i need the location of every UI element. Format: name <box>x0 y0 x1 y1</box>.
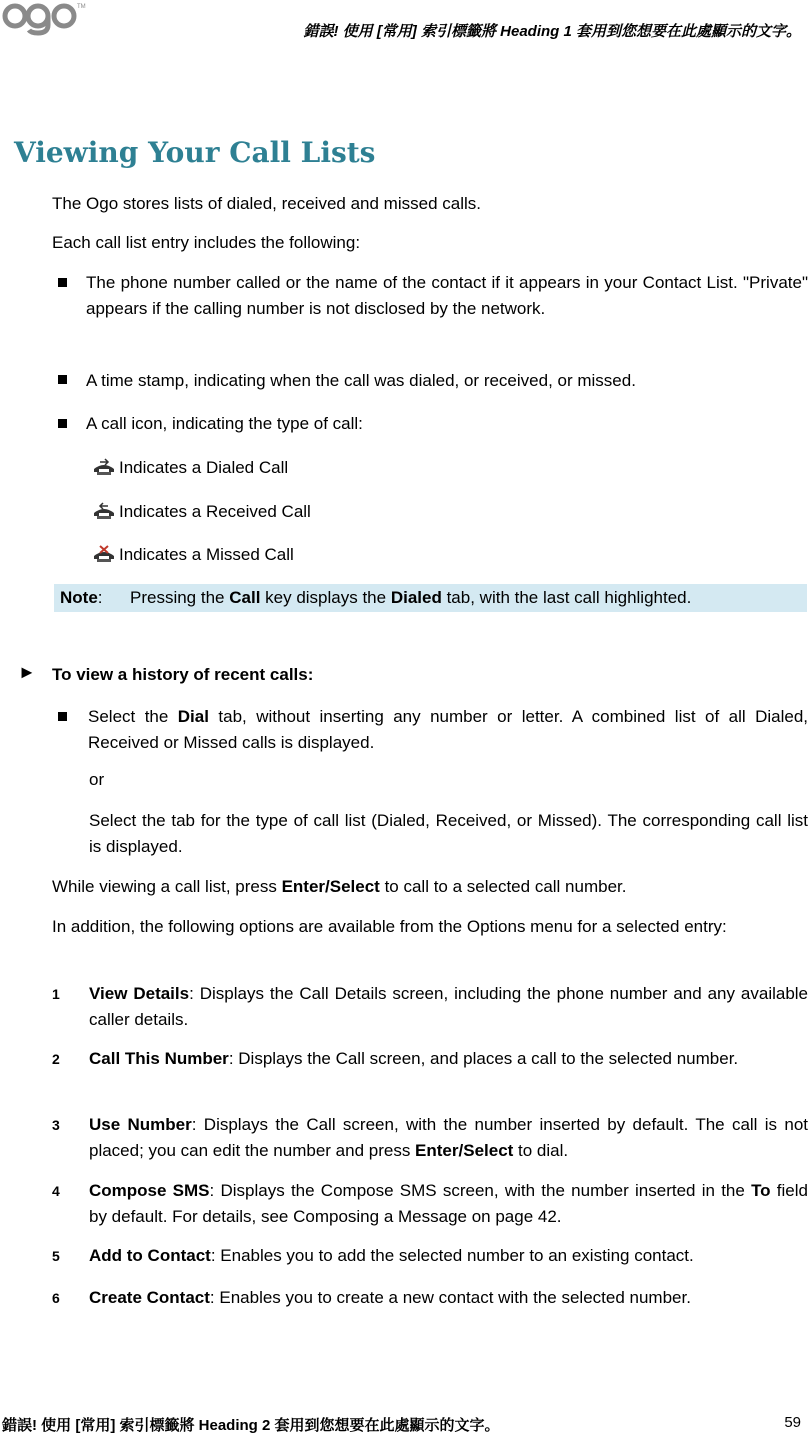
procedure-alternative: Select the tab for the type of call list (Dialed, Received, or Missed). The corresponding call list is displayed. <box>89 811 808 856</box>
ogo-logo <box>0 0 86 36</box>
call-type-label: Indicates a Dialed Call <box>119 458 289 477</box>
note-box <box>54 584 807 612</box>
step-text-2: tab, without inserting any number or letter. A combined list of all Dialed, Received or Missed calls is displayed. <box>88 707 809 752</box>
option-add-to-contact <box>89 1243 808 1269</box>
option-view-details <box>89 981 808 1033</box>
option-desc: : Displays the Call screen, and places a call to the selected number. <box>228 1049 739 1068</box>
option-name: Add to Contact <box>89 1246 211 1265</box>
option-name: Create Contact <box>89 1288 210 1307</box>
option-name: Use Number <box>89 1115 192 1134</box>
procedure-arrow-icon: ► <box>18 662 36 682</box>
option-name: View Details <box>89 984 190 1003</box>
option-number: 5 <box>52 1248 60 1264</box>
option-to-field: To <box>751 1181 771 1200</box>
option-number: 1 <box>52 986 60 1002</box>
step-dial-tab: Dial <box>177 707 209 726</box>
call-type-missed <box>92 542 294 568</box>
procedure-step <box>88 704 808 756</box>
option-desc: : Enables you to create a new contact with the selected number. <box>209 1288 691 1307</box>
option-call-this-number <box>89 1046 808 1072</box>
entry-bullet-1: The phone number called or the name of the contact if it appears in your Contact List. "Private" appears if the calling number is not disclosed by the network. <box>86 273 808 318</box>
bullet-marker <box>58 278 67 287</box>
note-text-1: Pressing the <box>130 588 230 607</box>
note-text-2: key displays the <box>260 588 391 607</box>
entry-bullet-3: A call icon, indicating the type of call: <box>86 414 363 433</box>
step-text-1: Select the <box>88 707 178 726</box>
option-desc: : Displays the Call Details screen, including the phone number and any available caller details. <box>89 984 809 1029</box>
procedure-or: or <box>89 770 105 789</box>
bullet-marker <box>58 419 67 428</box>
call-type-dialed <box>92 455 288 481</box>
bullet-marker <box>58 375 67 384</box>
call-type-received <box>92 499 311 525</box>
option-compose-sms <box>89 1178 808 1230</box>
options-intro: In addition, the following options are available from the Options menu for a selected entry: <box>52 917 727 936</box>
dialed-call-icon <box>92 456 116 476</box>
intro-paragraph-2: Each call list entry includes the following: <box>52 233 361 252</box>
logo-tm: TM <box>77 4 86 10</box>
while-viewing-paragraph <box>52 874 805 900</box>
option-number: 4 <box>52 1183 60 1199</box>
entry-bullet-2: A time stamp, indicating when the call was dialed, or received, or missed. <box>86 371 636 390</box>
option-number: 3 <box>52 1117 60 1133</box>
option-name: Call This Number <box>89 1049 229 1068</box>
note-call-key: Call <box>229 588 261 607</box>
option-create-contact <box>89 1285 808 1311</box>
call-type-label: Indicates a Missed Call <box>119 545 294 564</box>
option-desc: : Enables you to add the selected number to an existing contact. <box>210 1246 694 1265</box>
note-colon: : <box>97 588 103 607</box>
option-number: 6 <box>52 1290 60 1306</box>
intro-paragraph-1: The Ogo stores lists of dialed, received and missed calls. <box>52 194 481 213</box>
option-enter-select-key: Enter/Select <box>415 1141 514 1160</box>
enter-select-key: Enter/Select <box>281 877 380 896</box>
header-error-text: 錯誤! 使用 [常用] 索引標籤將 Heading 1 套用到您想要在此處顯示的文字。 <box>303 23 801 40</box>
note-label-group <box>60 584 103 612</box>
procedure-title: To view a history of recent calls: <box>52 665 314 684</box>
option-desc-end: to dial. <box>513 1141 569 1160</box>
note-label: Note <box>60 588 98 607</box>
bullet-marker <box>58 712 67 721</box>
option-use-number <box>89 1112 808 1164</box>
note-text-3: tab, with the last call highlighted. <box>441 588 692 607</box>
call-type-label: Indicates a Received Call <box>119 502 311 521</box>
footer-error-text: 錯誤! 使用 [常用] 索引標籤將 Heading 2 套用到您想要在此處顯示的文字。 <box>2 1417 500 1434</box>
note-text <box>130 584 691 612</box>
option-desc: : Displays the Compose SMS screen, with the number inserted in the <box>209 1181 752 1200</box>
option-name: Compose SMS <box>89 1181 210 1200</box>
while-viewing-text-1: While viewing a call list, press <box>52 877 282 896</box>
missed-call-icon <box>92 543 116 563</box>
page-number: 59 <box>784 1414 801 1431</box>
while-viewing-text-2: to call to a selected call number. <box>379 877 627 896</box>
note-dialed-tab: Dialed <box>390 588 442 607</box>
option-desc-end: field by default. For details, see Composing a Message on page 42. <box>89 1181 808 1226</box>
page-title: Viewing Your Call Lists <box>14 136 376 169</box>
received-call-icon <box>92 500 116 520</box>
option-desc: : Displays the Call screen, with the number inserted by default. The call is not placed; you can edit the number and press <box>89 1115 809 1160</box>
option-number: 2 <box>52 1051 60 1067</box>
